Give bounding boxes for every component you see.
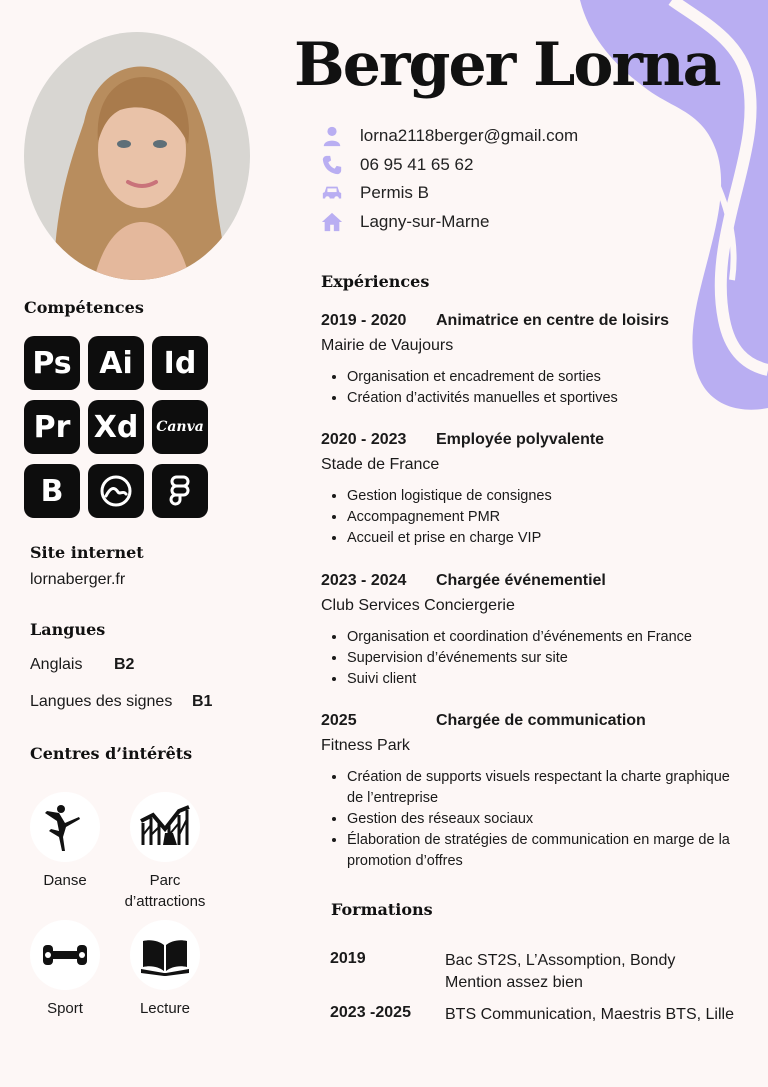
- bullet: • Organisation et coordination d’événements en France: [347, 627, 741, 648]
- hobby-label: Danse: [43, 872, 87, 889]
- language-item: [30, 693, 212, 711]
- experience-years: 2025: [321, 712, 357, 729]
- experience-org: Mairie de Vaujours: [321, 337, 454, 354]
- langues-heading: Langues: [30, 620, 106, 639]
- bullet: • Création d’activités manuelles et sportives: [347, 388, 741, 409]
- basecamp-icon: [88, 464, 144, 518]
- experience-bullets: [321, 486, 741, 549]
- experience-item: [321, 712, 741, 872]
- contact-list: [320, 122, 578, 236]
- roller-coaster-icon: [130, 792, 200, 862]
- bullet: • Gestion des réseaux sociaux: [347, 809, 737, 830]
- illustrator-icon: Ai: [88, 336, 144, 390]
- email-text[interactable]: lorna2118berger@gmail.com: [360, 126, 579, 146]
- hobby-label: Parc d’attractions: [124, 872, 206, 910]
- formation-item: [330, 1004, 734, 1026]
- experience-role: Chargée de communication: [436, 712, 646, 729]
- phone-text[interactable]: 06 95 41 65 62: [360, 154, 474, 174]
- interets-heading: Centres d’intérêts: [30, 744, 193, 763]
- formation-mention: Mention assez bien: [445, 974, 583, 991]
- bullet: • Gestion logistique de consignes: [347, 486, 741, 507]
- experience-bullets: [321, 627, 741, 690]
- portrait-illustration: [24, 32, 250, 280]
- experience-role: Employée polyvalente: [436, 431, 605, 448]
- contact-licence: [320, 179, 578, 208]
- hobby-label: Lecture: [139, 1000, 191, 1017]
- competences-heading: Compétences: [24, 298, 144, 317]
- bullet: • Suivi client: [347, 669, 741, 690]
- bullet: • Accueil et prise en charge VIP: [347, 528, 741, 549]
- bullet: • Élaboration de stratégies de communication en marge de la promotion d’offres: [347, 830, 737, 872]
- xd-icon: Xd: [88, 400, 144, 454]
- experience-bullets: [321, 367, 741, 409]
- contact-email: [320, 122, 578, 151]
- city-text: Lagny-sur-Marne: [360, 211, 490, 231]
- bullet: • Supervision d’événements sur site: [347, 648, 741, 669]
- licence-text: Permis B: [360, 183, 429, 203]
- indesign-icon: Id: [152, 336, 208, 390]
- formation-title: Bac ST2S, L’Assomption, Bondy: [445, 952, 676, 969]
- bullet: • Accompagnement PMR: [347, 507, 741, 528]
- experience-years: 2023 - 2024: [321, 572, 407, 589]
- dancer-icon: [30, 792, 100, 862]
- full-name: Berger Lorna: [294, 30, 720, 100]
- profile-photo: [24, 32, 250, 280]
- experience-org: Stade de France: [321, 456, 440, 473]
- experience-role: Animatrice en centre de loisirs: [436, 312, 669, 329]
- figma-icon: [152, 464, 208, 518]
- car-icon: [320, 181, 344, 205]
- book-icon: [130, 920, 200, 990]
- language-level: B2: [114, 656, 135, 673]
- formation-year: 2019: [330, 950, 366, 967]
- bullet: • Création de supports visuels respectant la charte graphique de l’entreprise: [347, 767, 737, 809]
- experience-role: Chargée événementiel: [436, 572, 606, 589]
- canva-icon: Canva: [152, 400, 208, 454]
- formation-title: BTS Communication, Maestris BTS, Lille: [445, 1006, 734, 1023]
- experience-years: 2019 - 2020: [321, 312, 407, 329]
- formation-year: 2023 -2025: [330, 1004, 411, 1021]
- skills-grid: [24, 336, 214, 518]
- contact-city: [320, 208, 578, 237]
- hobby-lecture: [115, 920, 215, 1019]
- site-link[interactable]: lornaberger.fr: [30, 571, 126, 588]
- experience-org: Fitness Park: [321, 737, 410, 754]
- language-name: Anglais: [30, 656, 83, 673]
- person-icon: [320, 124, 344, 148]
- hobby-danse: [15, 792, 115, 891]
- experience-years: 2020 - 2023: [321, 431, 407, 448]
- language-item: [30, 656, 134, 674]
- formation-item: [330, 950, 675, 994]
- premiere-icon: Pr: [24, 400, 80, 454]
- experiences-heading: Expériences: [321, 272, 430, 291]
- bullet: • Organisation et encadrement de sorties: [347, 367, 741, 388]
- hobby-parc: [115, 792, 215, 912]
- language-name: Langues des signes: [30, 693, 173, 710]
- dumbbell-icon: [30, 920, 100, 990]
- language-level: B1: [192, 693, 213, 710]
- phone-icon: [320, 153, 344, 177]
- experience-org: Club Services Conciergerie: [321, 597, 515, 614]
- experience-item: [321, 431, 741, 549]
- hobby-label: Sport: [47, 1000, 83, 1017]
- home-icon: [320, 210, 344, 234]
- experience-item: [321, 572, 741, 690]
- photoshop-icon: Ps: [24, 336, 80, 390]
- experience-bullets: [321, 767, 737, 872]
- hobby-sport: [15, 920, 115, 1019]
- bootstrap-icon: B: [24, 464, 80, 518]
- site-heading: Site internet: [30, 543, 144, 562]
- experience-item: [321, 312, 741, 409]
- contact-phone: [320, 151, 578, 180]
- formations-heading: Formations: [331, 900, 433, 919]
